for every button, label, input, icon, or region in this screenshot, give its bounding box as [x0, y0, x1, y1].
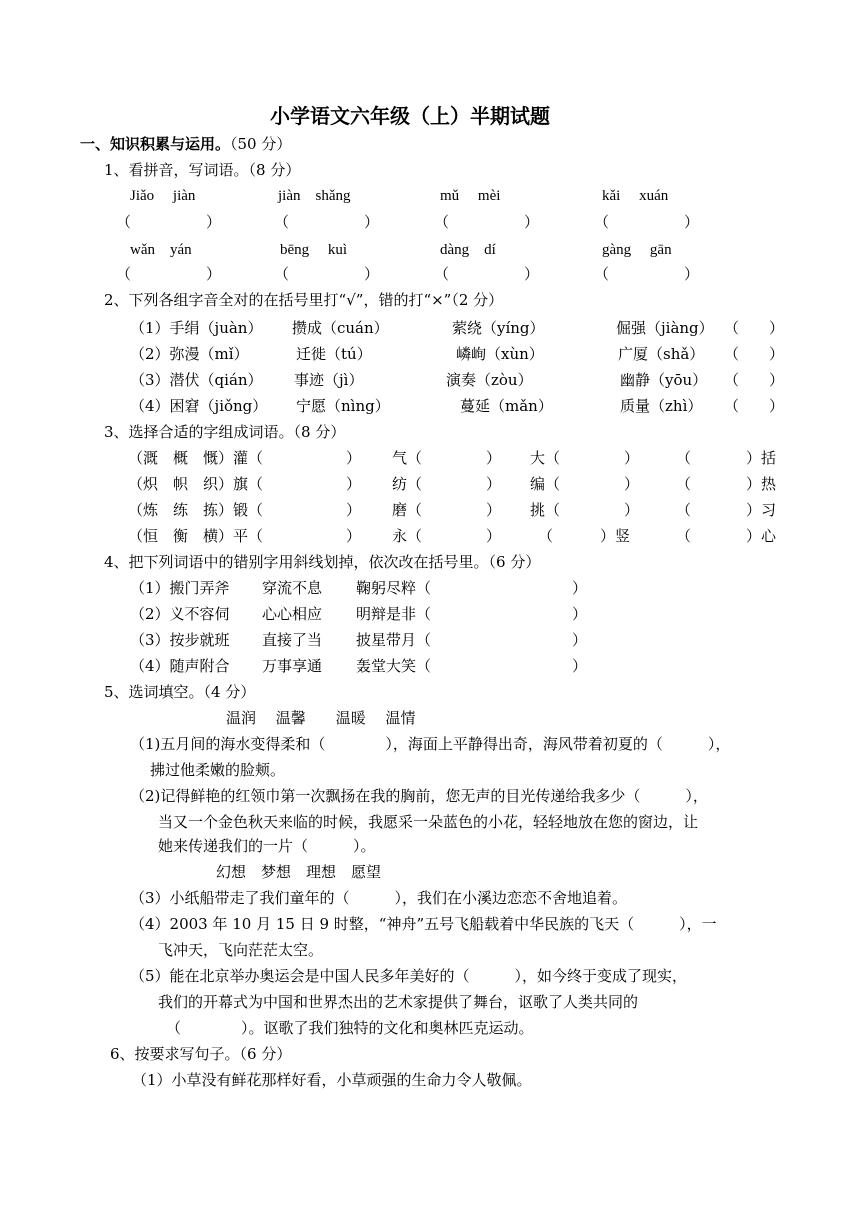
page-title: 小学语文六年级（上）半期试题	[270, 104, 550, 128]
answer-blank[interactable]: （ ）	[434, 265, 540, 283]
q3-item[interactable]: （炼 练 拣）锻（	[128, 501, 264, 519]
answer-blank[interactable]: （ ）	[434, 213, 540, 231]
pinyin-1: Jiǎo jiàn	[130, 188, 196, 204]
q2-item: 倔强（jiàng）	[616, 319, 714, 337]
q5-sentence[interactable]: 她来传递我们的一片（ ）。	[158, 837, 376, 855]
answer-blank[interactable]: （ ）	[274, 265, 380, 283]
q3-item: ）竖	[600, 527, 631, 545]
q3-item: ）	[624, 501, 640, 519]
q5-sentence[interactable]: （1)五月间的海水变得柔和（ ），海面上平静得出奇，海风带着初夏的（ ），	[130, 735, 731, 753]
q5-title: 5、选词填空。（4 分）	[104, 683, 256, 701]
q6-sentence: （1）小草没有鲜花那样好看，小草顽强的生命力令人敬佩。	[132, 1071, 532, 1089]
q3-item[interactable]: 纺（	[392, 475, 423, 493]
q2-item: （1）手绢（juàn）	[130, 319, 263, 337]
q3-item: ）心	[746, 527, 777, 545]
pinyin-8: gàng gān	[602, 242, 672, 258]
q5-sentence: 我们的开幕式为中国和世界杰出的艺术家提供了舞台，讴歌了人类共同的	[158, 993, 639, 1011]
q2-item: （3）潜伏（qián）	[130, 371, 263, 389]
pinyin-6: bēng kuì	[280, 242, 348, 258]
pinyin-4: kǎi xuán	[602, 188, 669, 204]
q3-item[interactable]: 磨（	[392, 501, 423, 519]
q3-item: ）	[624, 475, 640, 493]
q3-item[interactable]: （	[676, 475, 692, 493]
q3-item: ）热	[746, 475, 777, 493]
q2-item: （4）困窘（jiǒng）	[130, 397, 268, 415]
answer-blank[interactable]: （ ）	[594, 213, 700, 231]
q2-item: 宁愿（nìng）	[296, 397, 390, 415]
q2-item: 广厦（shǎ）	[618, 345, 705, 363]
q3-item[interactable]: 挑（	[530, 501, 561, 519]
answer-blank[interactable]: （ ）	[116, 265, 222, 283]
q4-item: （4）随声附合	[130, 657, 230, 675]
q4-item: ）	[572, 605, 588, 623]
q4-item[interactable]: 披星带月（	[356, 631, 432, 649]
q5-sentence[interactable]: （5）能在北京举办奥运会是中国人民多年美好的（ ），如今终于变成了现实，	[130, 967, 688, 985]
section-heading	[80, 134, 291, 154]
q6-title: 6、按要求写句子。（6 分）	[110, 1045, 292, 1063]
answer-blank[interactable]: （ ）	[724, 371, 785, 389]
q2-item: 幽静（yōu）	[620, 371, 708, 389]
answer-blank[interactable]: （ ）	[274, 213, 380, 231]
q3-item: ）	[486, 449, 502, 467]
q2-item: 嶙峋（xùn）	[456, 345, 544, 363]
q4-item: （1）搬门弄斧	[130, 579, 230, 597]
pinyin-5: wǎn yán	[130, 242, 192, 258]
q3-item[interactable]: （炽 帜 织）旗（	[128, 475, 264, 493]
q5-sentence: 拂过他柔嫩的脸颊。	[150, 761, 286, 779]
q3-item[interactable]: 永（	[392, 527, 423, 545]
q3-item: ）习	[746, 501, 777, 519]
answer-blank[interactable]: （ ）	[594, 265, 700, 283]
q2-item: （2）弥漫（mǐ）	[130, 345, 249, 363]
q3-item: ）括	[746, 449, 777, 467]
q4-item: 心心相应	[262, 605, 323, 623]
q2-item: 攒成（cuán）	[292, 319, 389, 337]
q3-item: ）	[346, 475, 362, 493]
q3-item: ）	[624, 449, 640, 467]
q5-sentence[interactable]: （4）2003 年 10 月 15 日 9 时整，“神舟”五号飞船载着中华民族的飞天（ ），一	[130, 915, 717, 933]
q3-item: ）	[346, 501, 362, 519]
q2-item: 演奏（zòu）	[446, 371, 533, 389]
q4-item: （3）按步就班	[130, 631, 230, 649]
q5-sentence: 当又一个金色秋天来临的时候，我愿采一朵蓝色的小花，轻轻地放在您的窗边，让	[158, 813, 699, 831]
q3-item: ）	[346, 527, 362, 545]
q2-item: 蔓延（mǎn）	[460, 397, 553, 415]
q3-item[interactable]: （	[676, 527, 692, 545]
q4-item: ）	[572, 631, 588, 649]
word-bank-1: 温润 温馨 温暖 温情	[226, 709, 416, 727]
answer-blank[interactable]: （ ）	[116, 213, 222, 231]
pinyin-2: jiàn shǎng	[278, 188, 351, 204]
q2-item: 质量（zhì）	[620, 397, 703, 415]
pinyin-3: mǔ mèi	[440, 188, 501, 204]
q3-item[interactable]: 气（	[392, 449, 423, 467]
q4-item[interactable]: 鞠躬尽粹（	[356, 579, 432, 597]
q4-item: ）	[572, 579, 588, 597]
q3-item[interactable]: （	[676, 501, 692, 519]
q2-title: 2、下列各组字音全对的在括号里打“√”，错的打“×”（2 分）	[104, 291, 504, 309]
answer-blank[interactable]: （ ）	[724, 397, 785, 415]
q3-item: ）	[486, 475, 502, 493]
q2-item: 迁徙（tú）	[296, 345, 372, 363]
q3-item[interactable]: （	[538, 527, 554, 545]
q4-item: ）	[572, 657, 588, 675]
q4-item: 直接了当	[262, 631, 323, 649]
q2-item: 萦绕（yíng）	[452, 319, 545, 337]
q3-item[interactable]: （	[676, 449, 692, 467]
answer-blank[interactable]: （ ）	[724, 345, 785, 363]
q3-item: ）	[486, 527, 502, 545]
pinyin-7: dàng dí	[440, 242, 496, 258]
q4-title: 4、把下列词语中的错别字用斜线划掉，依次改在括号里。（6 分）	[104, 553, 541, 571]
q3-item[interactable]: 大（	[530, 449, 561, 467]
word-bank-2: 幻想 梦想 理想 愿望	[216, 863, 382, 881]
q4-item[interactable]: 轰堂大笑（	[356, 657, 432, 675]
q5-sentence[interactable]: （3）小纸船带走了我们童年的（ ），我们在小溪边恋恋不舍地追着。	[130, 889, 628, 907]
q5-sentence[interactable]: （2)记得鲜艳的红领巾第一次飘扬在我的胸前，您无声的目光传递给我多少（ ），	[130, 787, 708, 805]
q3-item: ）	[486, 501, 502, 519]
q4-item: 万事享通	[262, 657, 323, 675]
q3-item[interactable]: （溉 概 慨）灌（	[128, 449, 264, 467]
section-heading-label: 一、知识积累与运用。	[80, 135, 231, 153]
q3-title: 3、选择合适的字组成词语。（8 分）	[104, 423, 346, 441]
q3-item[interactable]: （恒 衡 横）平（	[128, 527, 264, 545]
q4-item: 穿流不息	[262, 579, 323, 597]
q4-item[interactable]: 明辩是非（	[356, 605, 432, 623]
q2-item: 事迹（jì）	[294, 371, 364, 389]
q3-item[interactable]: 编（	[530, 475, 561, 493]
section-score: （50 分）	[230, 135, 292, 153]
answer-blank[interactable]: （ ）	[724, 319, 785, 337]
q5-sentence: 飞冲天，飞向茫茫太空。	[158, 941, 324, 959]
q3-item: ）	[346, 449, 362, 467]
q1-title: 1、看拼音，写词语。（8 分）	[104, 161, 301, 179]
q5-sentence[interactable]: （ ）。讴歌了我们独特的文化和奥林匹克运动。	[166, 1019, 534, 1037]
q4-item: （2）义不容伺	[130, 605, 230, 623]
